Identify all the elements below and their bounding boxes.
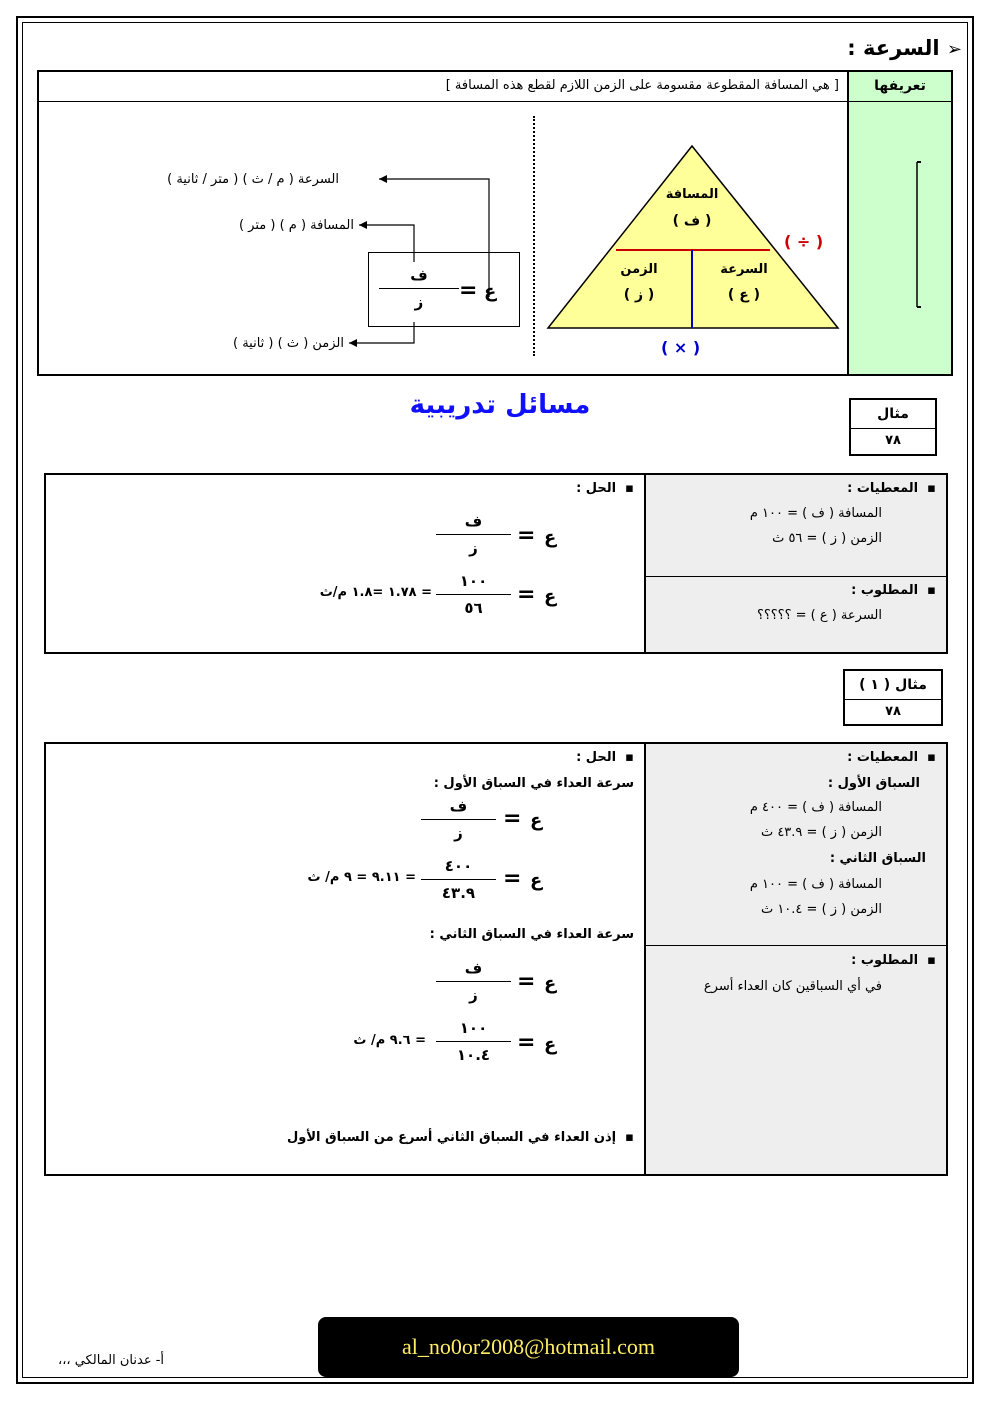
example1-label-box (849, 398, 937, 456)
example2-s2f2-den: ١٠.٤ (456, 1046, 491, 1064)
time-unit-label: الزمن ( ث ) ( ثانية ) (232, 336, 344, 351)
multiply-sign: ( × ) (661, 338, 701, 357)
formula-arrows (329, 167, 529, 357)
example2-givens-title: ▪ المعطيات : (847, 750, 936, 765)
email-banner (318, 1317, 739, 1377)
dotted-separator (533, 116, 535, 356)
example1-required-text: السرعة ( ع ) = ؟؟؟؟؟ (756, 608, 882, 623)
formula-equals: = (459, 278, 478, 303)
definition-label: تعريفها (874, 78, 926, 94)
example1-panel-divider (646, 576, 946, 577)
example2-s2f1-lhs: ع (544, 973, 557, 994)
example2-s2f1-num: ف (464, 959, 483, 977)
example1-f2-lhs: ع (544, 586, 557, 607)
example2-race1-distance: المسافة ( ف ) = ٤٠٠ م (749, 800, 882, 815)
definition-box (37, 70, 953, 376)
training-title: مسائل تدريبية (409, 390, 591, 420)
example2-conclusion: ▪ إذن العداء في السباق الثاني أسرع من السباق الأول (286, 1130, 634, 1145)
example2-panel-divider (646, 945, 946, 946)
triangle-distance-label: المسافة (665, 187, 719, 202)
example1-required-title: ▪ المطلوب : (851, 583, 936, 598)
example2-race1-title: السباق الأول : (827, 776, 920, 791)
example2-label: مثال ( ١ ) (845, 671, 941, 700)
example1-f1-equals: = (517, 523, 536, 548)
example2-s1f2-lhs: ع (530, 870, 543, 891)
definition-text: [ هي المسافة المقطوعة مقسومة على الزمن اللازم لقطع هذه المسافة ] (445, 78, 839, 93)
formula-lhs: ع (484, 281, 497, 302)
example1-givens-panel (644, 475, 946, 652)
vertical-ornament (909, 157, 929, 317)
vertical-line-icon (909, 157, 929, 317)
example2-race2-title: السباق الثاني : (829, 851, 926, 866)
triangle-time-symbol: ( ز ) (623, 287, 655, 303)
example1-f2-den: ٥٦ (464, 599, 483, 617)
footer-email: al_no0or2008@hotmail.com (401, 1334, 656, 1359)
example2-number: ٧٨ (885, 704, 901, 719)
example2-givens-panel (644, 744, 946, 1174)
example1-f1-lhs: ع (544, 527, 557, 548)
example2-s2f1-fraction (436, 958, 511, 1005)
example2-race1-time: الزمن ( ز ) = ٤٣.٩ ث (760, 825, 882, 840)
heading-title: السرعة : (847, 36, 940, 60)
example1-f2-result: = ١.٧٨ =١.٨ م/ث (319, 585, 432, 600)
example1-f2-num: ١٠٠ (459, 572, 488, 590)
arrow-bullet-icon: ➢ (946, 39, 962, 60)
definition-green-panel (847, 72, 951, 374)
example1-given-time: الزمن ( ز ) = ٥٦ ث (772, 531, 882, 546)
example2-s1f1-num: ف (449, 797, 468, 815)
example2-s1f2-den: ٤٣.٩ (441, 884, 476, 902)
example2-s1f1-den: ز (454, 824, 463, 842)
example1-f1-fraction (436, 511, 511, 558)
section-heading (847, 36, 962, 60)
example1-number: ٧٨ (885, 433, 901, 448)
divide-sign: ( ÷ ) (784, 232, 824, 251)
formula-denominator: ز (414, 293, 424, 311)
example2-s1f2-equals: = (503, 866, 522, 891)
example2-race2-time: الزمن ( ز ) = ١٠.٤ ث (760, 902, 882, 917)
example2-required-text: في أي السباقين كان العداء أسرع (703, 979, 882, 994)
example2-solution-title: ▪ الحل : (576, 750, 634, 765)
example2-s1f1-lhs: ع (530, 810, 543, 831)
example2-s1f2-fraction (421, 856, 496, 903)
example2-s2f2-equals: = (517, 1030, 536, 1055)
formula-fraction (379, 265, 459, 312)
example2-s2f2-lhs: ع (544, 1034, 557, 1055)
example2-s2f2-fraction (436, 1018, 511, 1065)
example2-s2-title: سرعة العداء في السباق الثاني : (429, 927, 634, 942)
example2-required-title: ▪ المطلوب : (851, 953, 936, 968)
example2-s2f2-result: = ٩.٦ م/ ث (353, 1033, 426, 1048)
example1-label: مثال (851, 400, 935, 429)
example2-s2f2-num: ١٠٠ (459, 1019, 488, 1037)
example2-s1f1-equals: = (503, 806, 522, 831)
example1-table (44, 473, 948, 654)
example1-given-distance: المسافة ( ف ) = ١٠٠ م (749, 506, 882, 521)
example1-solution-title: ▪ الحل : (576, 481, 634, 496)
example1-f2-fraction (436, 571, 511, 618)
speed-unit-label: السرعة ( م / ث ) ( متر / ثانية ) (167, 172, 339, 187)
example2-table (44, 742, 948, 1176)
formula-numerator: ف (410, 266, 428, 284)
example2-s2f1-den: ز (469, 986, 478, 1004)
footer-author: أ- عدنان المالكي ،،، (58, 1353, 165, 1368)
example1-givens-title: ▪ المعطيات : (847, 481, 936, 496)
example1-f2-equals: = (517, 582, 536, 607)
example1-f1-den: ز (469, 539, 478, 557)
triangle-speed-label: السرعة (720, 262, 768, 277)
example2-race2-distance: المسافة ( ف ) = ١٠٠ م (749, 877, 882, 892)
example2-s1-title: سرعة العداء في السباق الأول : (433, 776, 634, 791)
triangle-time-label: الزمن (620, 262, 658, 277)
example2-s2f1-equals: = (517, 969, 536, 994)
triangle-speed-symbol: ( ع ) (727, 287, 761, 303)
example1-f1-num: ف (464, 512, 483, 530)
example2-s1f1-fraction (421, 796, 496, 843)
definition-divider (39, 101, 951, 102)
triangle-distance-symbol: ( ف ) (672, 213, 712, 229)
example2-s1f2-num: ٤٠٠ (444, 857, 473, 875)
example2-s1f2-result: = ٩.١١ = ٩ م/ ث (307, 870, 416, 885)
example2-label-box (843, 669, 943, 726)
distance-unit-label: المسافة ( م ) ( متر ) (238, 218, 354, 233)
